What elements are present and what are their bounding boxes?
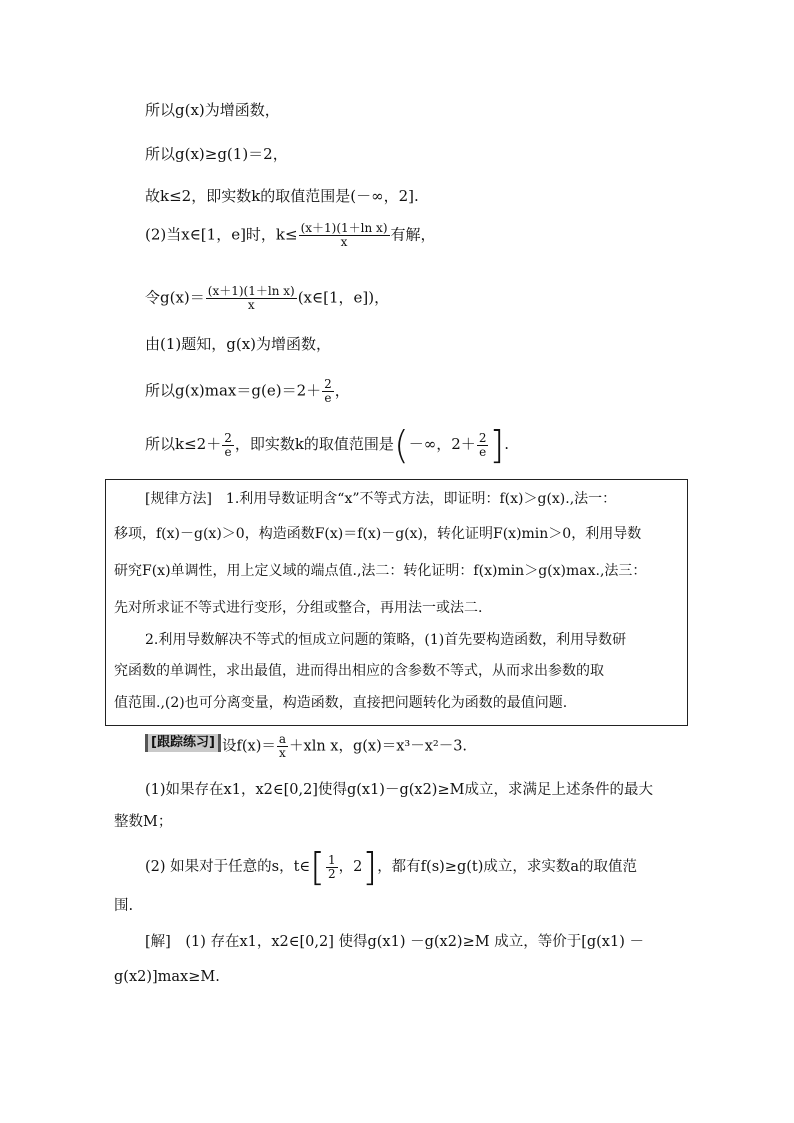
text: ，即实数k的取值范围是 <box>234 435 394 453</box>
denominator: x <box>279 746 286 760</box>
text: 所以k≤2＋ <box>145 435 222 453</box>
numerator: 2 <box>478 430 487 445</box>
numerator: 2 <box>224 430 232 445</box>
question-2-line-2: 围. <box>114 898 134 914</box>
solution-line-1: 所以g(x)为增函数， <box>145 101 280 119</box>
method-line-3: 研究F(x)单调性，用上定义域的端点值.,法二：转化证明：f(x)min＞g(x)max.,法三： <box>114 563 647 579</box>
denominator: 2 <box>327 866 336 881</box>
solution-line-2: 所以g(x)≥g(1)＝2， <box>145 145 288 163</box>
left-bracket: [ <box>310 845 325 889</box>
text: ＋xln x，g(x)＝x³－x²－3. <box>289 738 468 755</box>
right-bracket: ] <box>362 845 378 889</box>
fraction <box>277 733 288 760</box>
fraction <box>322 378 334 405</box>
method-line-6: 究函数的单调性，求出最值，进而得出相应的含参数不等式，从而求出参数的取 <box>114 663 604 679</box>
solution-line-3: 故k≤2，即实数k的取值范围是(－∞，2]. <box>145 187 419 205</box>
question-2-line-1 <box>145 845 638 889</box>
question-1-line-1: (1)如果存在x1，x2∈[0,2]使得g(x1)－g(x2)≥M成立，求满足上述条件的最大 <box>145 782 653 798</box>
solution-line-8 <box>145 423 510 467</box>
solution-line-4 <box>145 222 436 249</box>
text: (2) 如果对于任意的s，t∈ <box>145 859 311 875</box>
method-line-5: 2.利用导数解决不等式的恒成立问题的策略，(1)首先要构造函数，利用导数研 <box>145 632 627 648</box>
method-line-1: [规律方法] 1.利用导数证明含“x”不等式方法，即证明：f(x)＞g(x).,法一： <box>145 491 617 507</box>
text: 令g(x)＝ <box>145 288 205 307</box>
fraction <box>477 432 489 459</box>
left-paren: ( <box>393 423 409 467</box>
question-1-line-2: 整数M； <box>114 814 173 830</box>
numerator: (x＋1)(1＋ln x) <box>207 284 295 298</box>
text: (x∈[1，e])， <box>297 288 390 307</box>
text: 设f(x)＝ <box>222 738 276 755</box>
denominator: x <box>247 298 255 312</box>
fraction <box>206 285 297 312</box>
method-line-2: 移项，f(x)－g(x)＞0，构造函数F(x)＝f(x)－g(x)，转化证明F(x)min＞0，利用导数 <box>114 526 642 542</box>
numerator: (x＋1)(1＋ln x) <box>300 221 388 235</box>
text: ，都有f(s)≥g(t)成立，求实数a的取值范 <box>377 859 638 875</box>
denominator: e <box>324 391 332 405</box>
solution-part-1-line-1: [解] (1) 存在x1，x2∈[0,2] 使得g(x1) －g(x2)≥M 成立，等价于[g(x1) － <box>145 934 644 950</box>
text: . <box>504 435 510 453</box>
text: －∞，2＋ <box>408 435 476 453</box>
fraction <box>326 854 338 881</box>
denominator: e <box>224 444 232 459</box>
fraction <box>222 432 234 459</box>
numerator: 2 <box>324 377 332 391</box>
solution-part-1-line-2: g(x2)]max≥M. <box>114 969 220 985</box>
text: 有解， <box>390 225 436 244</box>
text: ， <box>334 381 350 400</box>
solution-line-5 <box>145 285 389 312</box>
solution-line-6: 由(1)题知，g(x)为增函数， <box>145 335 332 353</box>
numerator: 1 <box>327 852 336 867</box>
fraction <box>299 222 390 249</box>
denominator: e <box>479 444 487 459</box>
solution-line-7 <box>145 378 350 405</box>
text: (2)当x∈[1，e]时，k≤ <box>145 225 298 244</box>
exercise-tag: [跟踪练习] <box>145 734 221 752</box>
method-line-7: 值范围.,(2)也可分离变量，构造函数，直接把问题转化为函数的最值问题. <box>114 695 568 711</box>
text: 所以g(x)max＝g(e)＝2＋ <box>145 381 322 400</box>
exercise-title <box>222 733 467 760</box>
method-line-4: 先对所求证不等式进行变形，分组或整合，再用法一或法二. <box>114 600 483 616</box>
denominator: x <box>340 235 348 249</box>
right-bracket: ] <box>489 423 505 467</box>
text: ，2 <box>338 859 363 875</box>
numerator: a <box>278 732 287 746</box>
